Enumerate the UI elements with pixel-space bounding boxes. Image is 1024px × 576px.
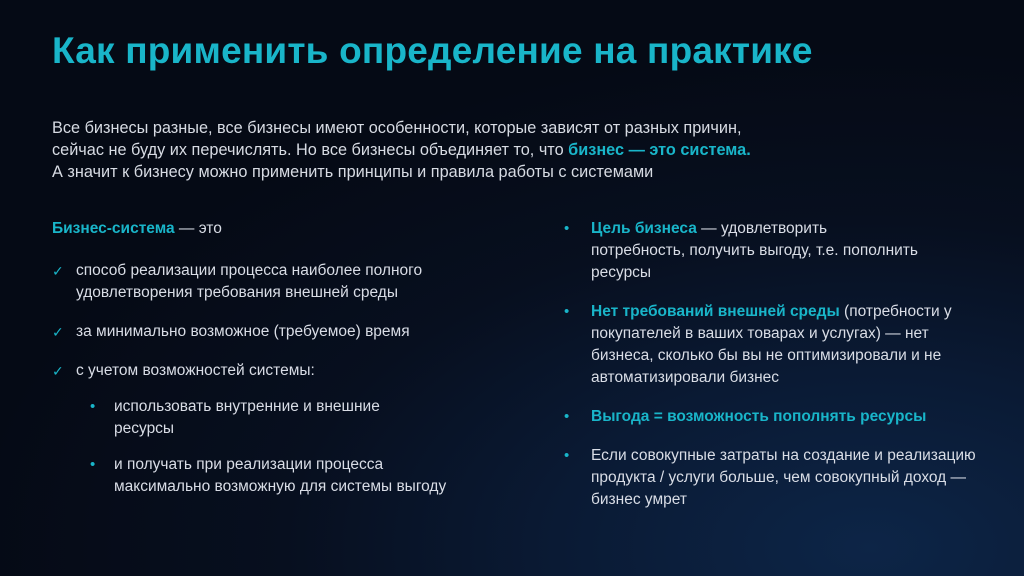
check-item-text: с учетом возможностей системы: bbox=[76, 362, 315, 379]
right-item-label: Выгода = возможность пополнять ресурсы bbox=[591, 408, 927, 425]
checkmark-icon: ✓ bbox=[52, 264, 64, 280]
check-item bbox=[52, 260, 496, 304]
intro-line-1: Все бизнесы разные, все бизнесы имеют особенности, которые зависят от разных причин, bbox=[52, 119, 742, 137]
checkmark-icon: ✓ bbox=[52, 325, 64, 341]
check-item bbox=[52, 360, 522, 382]
slide-title: Как применить определение на практике bbox=[52, 30, 813, 71]
left-lead-label: Бизнес-система bbox=[52, 220, 175, 237]
right-item bbox=[564, 218, 921, 284]
sub-item-text: использовать внутренние и внешние ресурсы bbox=[114, 398, 380, 437]
intro-paragraph bbox=[52, 117, 932, 183]
right-item bbox=[564, 445, 991, 511]
right-item bbox=[564, 301, 961, 389]
right-item-label: Нет требований внешней среды bbox=[591, 303, 840, 320]
sub-item bbox=[52, 454, 454, 498]
check-item-text: способ реализации процесса наиболее полного удовлетворения требования внешней среды bbox=[76, 262, 423, 301]
bullet-icon: • bbox=[564, 408, 570, 425]
right-column bbox=[564, 218, 1004, 528]
sub-item bbox=[52, 396, 444, 440]
right-item-label: Цель бизнеса bbox=[591, 220, 697, 237]
right-item-text: Если совокупные затраты на создание и реализацию продукта / услуги больше, чем совокупный доход — бизнес умрет bbox=[591, 447, 976, 508]
checkmark-icon: ✓ bbox=[52, 364, 64, 380]
left-lead-rest: — это bbox=[174, 220, 222, 237]
intro-accent: бизнес — это система. bbox=[568, 141, 751, 159]
right-item bbox=[564, 406, 1021, 428]
bullet-icon: • bbox=[90, 398, 96, 415]
bullet-icon: • bbox=[564, 220, 570, 237]
left-lead bbox=[52, 218, 522, 240]
intro-line-3: А значит к бизнесу можно применить принципы и правила работы с системами bbox=[52, 163, 654, 181]
right-item-text: (потребности у покупателей в ваших товарах и услугах) — нет бизнеса, сколько бы вы не оптимизировали и не автоматизировали бизнес bbox=[591, 303, 952, 386]
left-column bbox=[52, 218, 522, 512]
intro-line-2: сейчас не буду их перечислять. Но все бизнесы объединяет то, что bbox=[52, 141, 569, 159]
check-item bbox=[52, 321, 522, 343]
bullet-icon: • bbox=[564, 303, 570, 320]
bullet-icon: • bbox=[564, 447, 570, 464]
sub-item-text: и получать при реализации процесса максимально возможную для системы выгоду bbox=[114, 456, 447, 495]
right-item-text: — удовлетворить потребность, получить выгоду, т.е. пополнить ресурсы bbox=[591, 220, 918, 281]
bullet-icon: • bbox=[90, 456, 96, 473]
check-item-text: за минимально возможное (требуемое) время bbox=[76, 323, 410, 340]
